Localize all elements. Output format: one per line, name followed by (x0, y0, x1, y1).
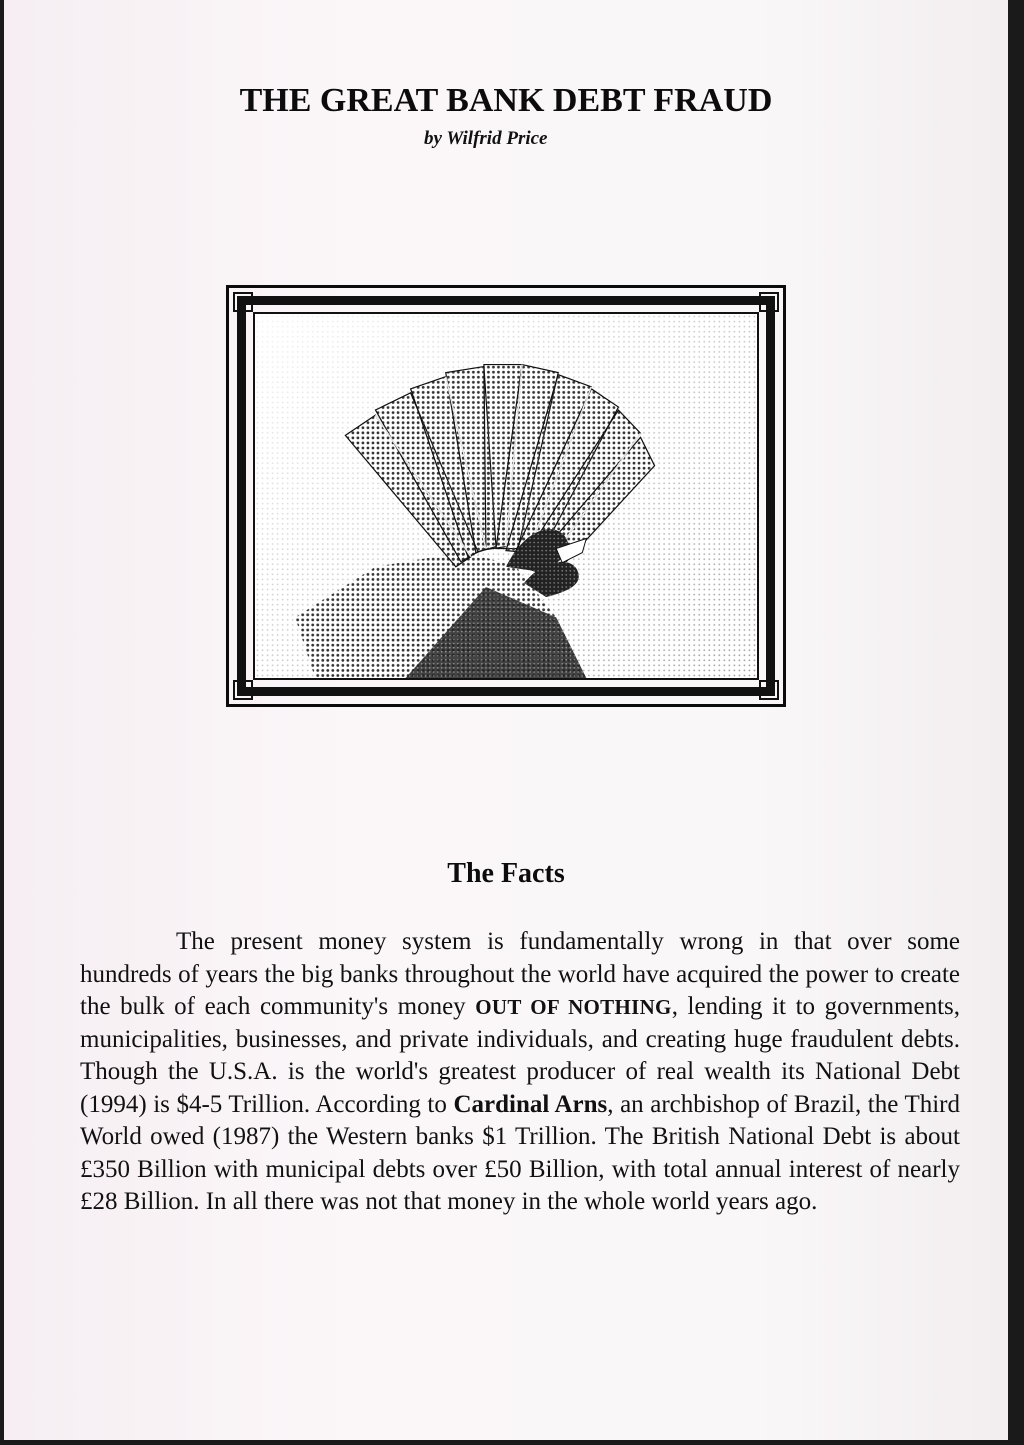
document-page (4, 0, 1008, 1440)
author-byline: by Wilfrid Price (424, 128, 548, 149)
emphasis-cardinal-arns: Cardinal Arns (453, 1090, 608, 1118)
paragraph-text: , lending it to governments, municipalities, businesses, and private individuals, and creating huge fraudulent debts. Though the U.S.A. is the world's greatest producer of real wealth its National Debt (1994) is $4-5 Trillion. According to (80, 993, 960, 1118)
money-fan-illustration-icon (255, 314, 757, 678)
body-paragraph (80, 926, 960, 1219)
illustration-panel (253, 312, 759, 680)
paragraph-text: The present money system is fundamentally wrong in that over some hundreds of years the big banks throughout the world have acquired the power to create the bulk of each community's money (80, 928, 960, 1020)
document-title: THE GREAT BANK DEBT FRAUD (239, 82, 773, 119)
body-text (80, 926, 960, 1219)
section-heading: The Facts (447, 858, 565, 889)
illustration-frame (226, 285, 786, 707)
paragraph-text: , an archbishop of Brazil, the Third World owed (1987) the Western banks $1 Trillion. The British National Debt is about £350 Billion with municipal debts over £50 Billion, with total annual interest of nearly £28 Billion. In all there was not that money in the whole world years ago. (80, 1090, 960, 1215)
emphasis-out-of-nothing: OUT OF NOTHING (475, 995, 672, 1019)
